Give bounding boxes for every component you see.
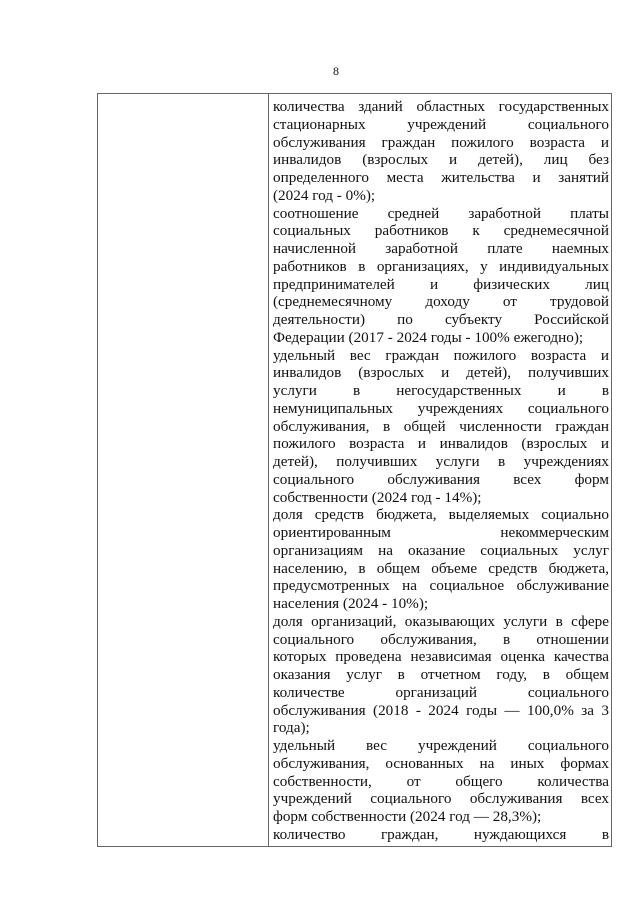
column-divider — [268, 94, 269, 846]
text-line: доля средств бюджета, выделяемых социально — [273, 506, 609, 524]
indicators-table — [97, 93, 612, 847]
indicator-paragraph — [273, 98, 609, 205]
indicator-paragraph — [273, 506, 609, 613]
text-line: Федерации (2017 - 2024 годы - 100% ежегодно); — [273, 328, 584, 346]
text-line: (среднемесячному доходу от трудовой — [273, 293, 609, 311]
text-line: ориентированным некоммерческим — [273, 524, 609, 541]
text-line: которых проведена независимая оценка качества — [273, 648, 609, 666]
text-line: социального обслуживания, в отношении — [273, 630, 609, 648]
text-line: стационарных учреждений социального — [273, 115, 609, 133]
text-line: доля организаций, оказывающих услуги в сфере — [273, 612, 609, 630]
text-line: удельный вес граждан пожилого возраста и — [273, 346, 609, 364]
text-line: количества зданий областных государственных — [273, 98, 609, 115]
text-line: предпринимателей и физических лиц — [273, 275, 609, 293]
text-line: детей), получивших услуги в учреждениях — [273, 453, 609, 470]
text-line: обслуживания (2018 - 2024 годы — 100,0% за 3 — [273, 701, 609, 719]
text-line: социальных работников к среднемесячной — [273, 222, 609, 240]
indicator-paragraph — [273, 826, 609, 844]
text-line: обслуживания граждан пожилого возраста и — [273, 133, 609, 151]
text-line: оказания услуг в отчетном году, в общем — [273, 666, 609, 683]
text-line: немуниципальных учреждениях социального — [273, 399, 609, 417]
text-line: социального обслуживания всех форм — [273, 470, 609, 488]
text-line: инвалидов (взрослых и детей), получивших — [273, 364, 609, 382]
text-line: собственности, от общего количества — [273, 772, 609, 790]
text-line: года); — [273, 719, 310, 737]
text-line: инвалидов (взрослых и детей), лиц без — [273, 151, 609, 169]
text-line: определенного места жительства и занятий — [273, 169, 609, 186]
indicator-paragraph — [273, 205, 609, 347]
text-line: начисленной заработной плате наемных — [273, 240, 609, 257]
indicator-paragraph — [273, 347, 609, 507]
text-line: собственности (2024 год - 14%); — [273, 488, 482, 506]
indicators-text-cell — [273, 98, 609, 844]
text-line: удельный вес учреждений социального — [273, 737, 609, 754]
indicator-paragraph — [273, 737, 609, 826]
text-line: предусмотренных на социальное обслуживание — [273, 577, 609, 595]
indicator-paragraph — [273, 613, 609, 737]
text-line: соотношение средней заработной платы — [273, 204, 609, 222]
text-line: обслуживания, основанных на иных формах — [273, 754, 609, 772]
text-line: пожилого возраста и инвалидов (взрослых и — [273, 435, 609, 453]
text-line: (2024 год - 0%); — [273, 186, 376, 204]
text-line: работников в организациях, у индивидуальных — [273, 257, 609, 275]
text-line: населения (2024 - 10%); — [273, 595, 429, 612]
text-line: учреждений социального обслуживания всех — [273, 790, 609, 808]
text-line: обслуживания, в общей численности граждан — [273, 417, 609, 435]
text-line: деятельности) по субъекту Российской — [273, 311, 609, 328]
text-line: населению, в общем объеме средств бюджета, — [273, 559, 609, 577]
text-line: количество граждан, нуждающихся в — [273, 825, 609, 843]
text-line: количестве организаций социального — [273, 683, 609, 701]
page-number: 8 — [333, 64, 339, 78]
text-line: организациям на оказание социальных услуг — [273, 541, 609, 559]
text-line: форм собственности (2024 год — 28,3%); — [273, 808, 542, 825]
text-line: услуги в негосударственных и в — [273, 382, 609, 399]
